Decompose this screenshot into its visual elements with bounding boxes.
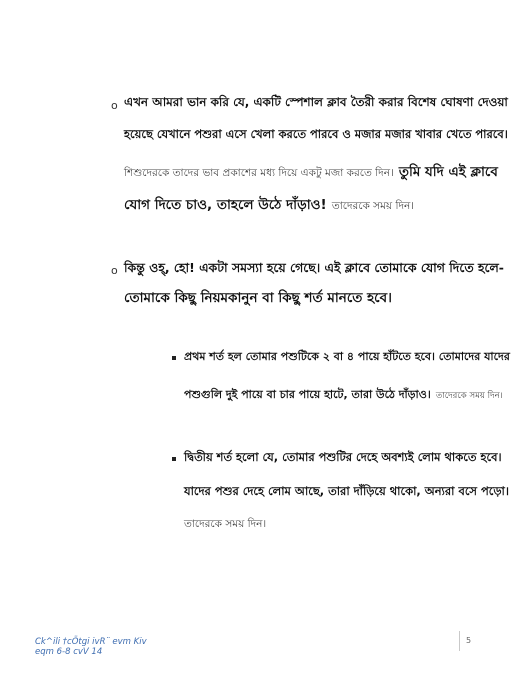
square-bullet-icon (172, 457, 176, 461)
sub1-line2 (184, 385, 503, 401)
footer-line2: eqm 6-8 cvV 14 (35, 647, 103, 657)
item1-line3 (124, 163, 498, 180)
item1-line4-bold: যোগ দিতে চাও, তাহলে উঠে দাঁড়াও! (124, 197, 327, 213)
circle-bullet-icon: o (111, 99, 118, 112)
sub2-line2: যাদের পশুর দেহে লোম আছে, তারা দাঁড়িয়ে থাকো, অন্যরা বসে পড়ো। (184, 484, 509, 498)
circle-bullet-icon: o (111, 264, 118, 277)
item1-line3-bold: তুমি যদি এই ক্লাবে (398, 164, 498, 180)
item1-line2: হয়েছে যেখানে পশুরা এসে খেলা করতে পারবে ও মজার মজার খাবার খেতে পারবে। (124, 127, 508, 141)
item1-line4-regular: তাদেরকে সময় দিন। (331, 200, 414, 212)
item1-line1: এখন আমরা ভান করি যে, একটি স্পেশাল ক্লাব তৈরী করার বিশেষ ঘোষণা দেওয়া (124, 95, 508, 109)
sub1-line2-bold: পশুগুলি দুই পায়ে বা চার পায়ে হাটে, তারা উঠে দাঁড়াও। (184, 388, 431, 401)
sub2-line3: তাদেরকে সময় দিন। (184, 518, 267, 530)
sub1-line2-regular: তাদেরকে সময় দিন। (435, 391, 503, 401)
item2-line1: কিন্তু ওহ্, হো! একটা সমস্যা হয়ে গেছে। এই ক্লাবে তোমাকে যোগ দিতে হলে- (124, 260, 504, 275)
item1-line3-regular: শিশুদেরকে তাদের ভাব প্রকাশের মধ্য দিয়ে একটু মজা করতে দিন। (124, 167, 394, 179)
footer-line1: Ck^ili †cÖtgi ivR¨ evm Kiv (35, 637, 147, 647)
page-number: 5 (466, 636, 472, 645)
item1-line4 (124, 196, 414, 213)
item2-line2: তোমাকে কিছু নিয়মকানুন বা কিছু শর্ত মানতে হবে। (124, 290, 392, 306)
sub1-line1: প্রথম শর্ত হল তোমার পশুটিকে ২ বা ৪ পায়ে হাঁটতে হবে। তোমাদের যাদের (184, 350, 510, 363)
square-bullet-icon (172, 356, 176, 360)
footer-divider (459, 631, 460, 651)
sub2-line1: দ্বিতীয় শর্ত হলো যে, তোমার পশুটির দেহে অবশ্যই লোম থাকতে হবে। (184, 450, 502, 464)
